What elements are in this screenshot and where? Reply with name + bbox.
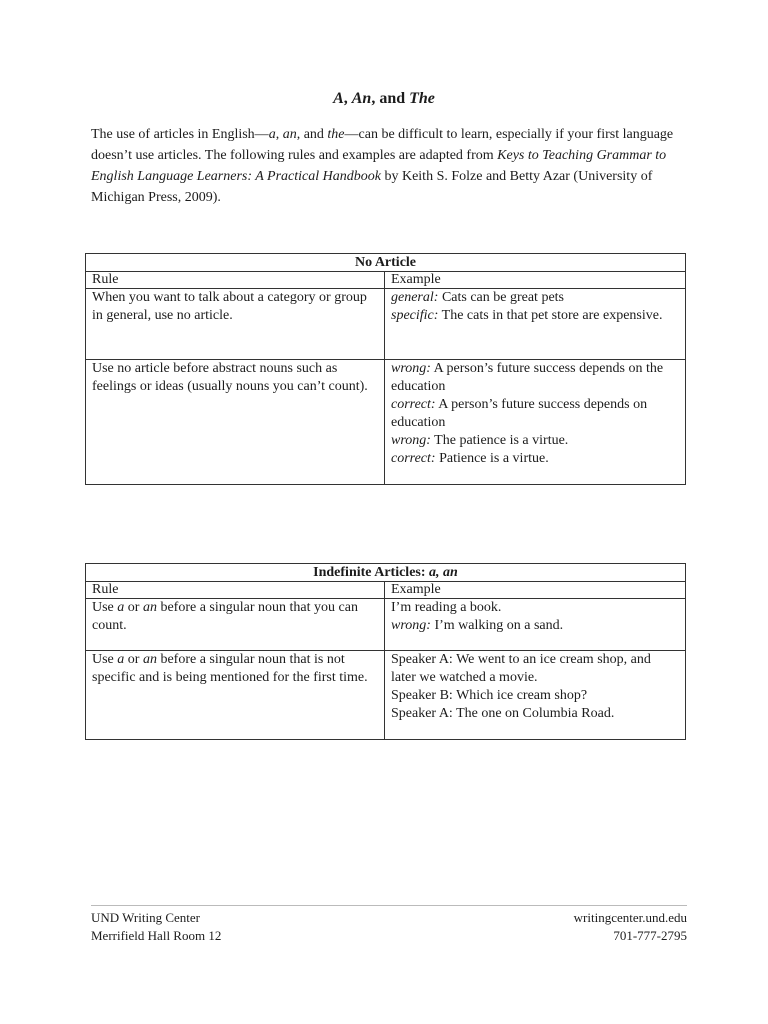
- rule-cell: Use a or an before a singular noun that you can count.: [86, 599, 385, 651]
- column-header-rule: Rule: [86, 272, 385, 289]
- title-the: The: [409, 90, 435, 107]
- example-line: I’m reading a book.: [391, 600, 502, 615]
- rule-cell: Use no article before abstract nouns such as feelings or ideas (usually nouns you can’t count).: [86, 360, 385, 485]
- column-header-rule: Rule: [86, 582, 385, 599]
- title-and: , and: [371, 90, 410, 107]
- book-title: Keys to Teaching Grammar to English Language Learners: A Practical Handbook: [91, 148, 667, 184]
- intro-paragraph: The use of articles in English—a, an, and the—can be difficult to learn, especially if your first language doesn’t use articles. The following rules and examples are adapted from Keys to Teaching Grammar to English Language Learners: A Practical Handbook by Keith S. Folze and Betty Azar (University of Michigan Press, 2009).: [91, 127, 674, 205]
- indefinite-articles-table: [85, 563, 686, 740]
- example-cell: [385, 651, 686, 740]
- example-line: wrong: I’m walking on a sand.: [391, 618, 564, 633]
- footer-divider: [91, 905, 687, 906]
- table-row: [86, 289, 686, 360]
- example-line: general: Cats can be great pets: [391, 290, 564, 305]
- footer-contact: [574, 909, 687, 945]
- example-cell: [385, 289, 686, 360]
- footer-phone: 701-777-2795: [613, 928, 687, 943]
- example-line: wrong: A person’s future success depends on the education: [391, 361, 664, 394]
- example-cell: [385, 599, 686, 651]
- example-line: wrong: The patience is a virtue.: [391, 433, 569, 448]
- table-heading: No Article: [86, 254, 686, 272]
- column-header-example: Example: [385, 582, 686, 599]
- table-heading: Indefinite Articles: a, an: [86, 564, 686, 582]
- example-line: correct: A person’s future success depends on education: [391, 397, 648, 430]
- title-an: An: [351, 90, 372, 107]
- title-sep: ,: [343, 90, 352, 107]
- rule-cell: When you want to talk about a category or group in general, use no article.: [86, 289, 385, 360]
- table-row: [86, 651, 686, 740]
- footer-website: writingcenter.und.edu: [573, 910, 687, 925]
- example-line: Speaker A: The one on Columbia Road.: [391, 706, 615, 721]
- example-line: Speaker A: We went to an ice cream shop, and later we watched a movie.: [391, 652, 651, 685]
- example-line: specific: The cats in that pet store are expensive.: [391, 308, 663, 323]
- example-cell: [385, 360, 686, 485]
- table-row: [86, 360, 686, 485]
- title-a: A: [333, 90, 344, 107]
- rule-cell: Use a or an before a singular noun that is not specific and is being mentioned for the first time.: [86, 651, 385, 740]
- page-title: [0, 90, 768, 108]
- table-row: [86, 599, 686, 651]
- example-line: Speaker B: Which ice cream shop?: [391, 688, 588, 703]
- no-article-table: [85, 253, 686, 485]
- footer-room: Merrifield Hall Room 12: [91, 928, 222, 943]
- footer-org: UND Writing Center: [91, 910, 200, 925]
- example-line: correct: Patience is a virtue.: [391, 451, 549, 466]
- column-header-example: Example: [385, 272, 686, 289]
- footer-address: [91, 909, 221, 945]
